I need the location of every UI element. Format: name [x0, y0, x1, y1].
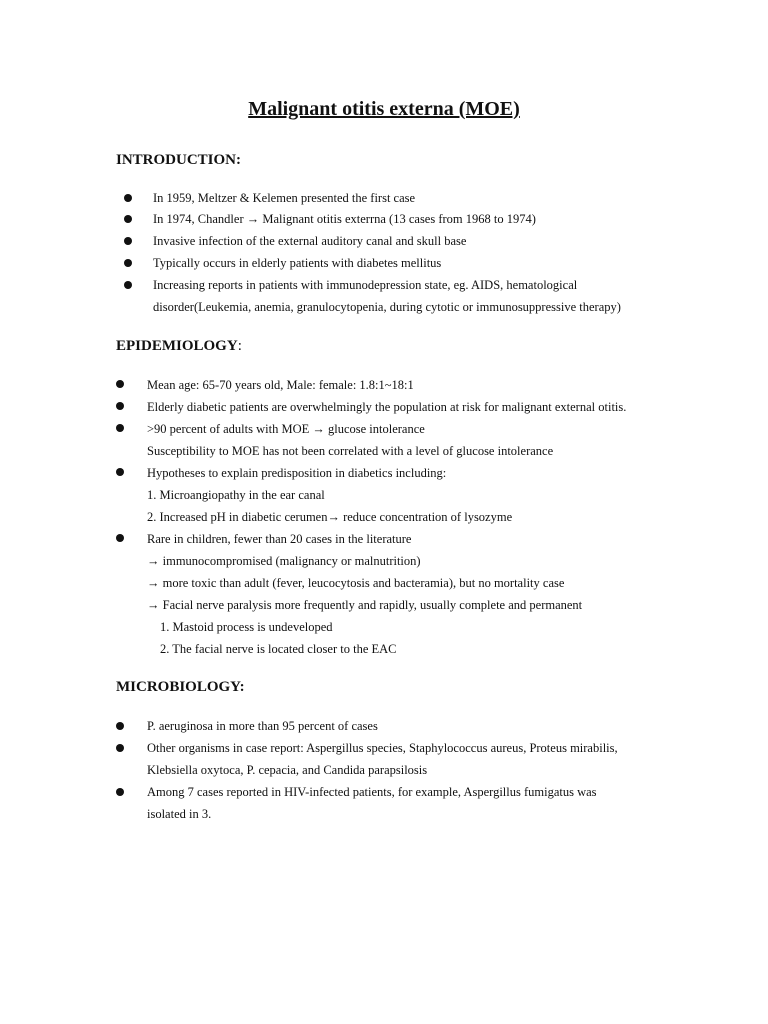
microbiology-item-continuation: Klebsiella oxytoca, P. cepacia, and Candida parapsilosis [147, 763, 428, 777]
epidemiology-heading [116, 338, 242, 355]
epidemiology-item: Mean age: 65-70 years old, Male: female: 1.8:1~18:1 [147, 378, 414, 392]
document-title: Malignant otitis externa (MOE) [248, 98, 520, 120]
introduction-item-continuation: disorder(Leukemia, anemia, granulocytopenia, during cytotic or immunosuppressive therapy) [153, 300, 621, 314]
epidemiology-item-continuation: 2. The facial nerve is located closer to the EAC [160, 642, 397, 656]
bullet [116, 424, 124, 432]
introduction-item: Increasing reports in patients with immunodepression state, eg. AIDS, hematological [153, 278, 578, 292]
epidemiology-item-continuation: Susceptibility to MOE has not been correlated with a level of glucose intolerance [147, 444, 554, 458]
bullet [116, 788, 124, 796]
bullet [124, 259, 132, 267]
bullet [124, 237, 132, 245]
epidemiology-item: >90 percent of adults with MOE → glucose intolerance [147, 422, 425, 436]
microbiology-item: Other organisms in case report: Aspergillus species, Staphylococcus aureus, Proteus mirabilis, [147, 741, 618, 755]
bullet [116, 744, 124, 752]
bullet [116, 534, 124, 542]
epidemiology-item-continuation: → immunocompromised (malignancy or malnutrition) [147, 554, 421, 568]
introduction-item: Typically occurs in elderly patients with diabetes mellitus [153, 256, 442, 270]
epidemiology-item-continuation: 1. Microangiopathy in the ear canal [147, 488, 325, 502]
epidemiology-item-continuation: → Facial nerve paralysis more frequently and rapidly, usually complete and permanent [147, 598, 583, 612]
bullet [116, 380, 124, 388]
microbiology-item: P. aeruginosa in more than 95 percent of cases [147, 719, 378, 733]
introduction-heading: INTRODUCTION: [116, 152, 242, 168]
bullet [116, 468, 124, 476]
bullet [116, 402, 124, 410]
bullet [124, 215, 132, 223]
epidemiology-item-continuation: 2. Increased pH in diabetic cerumen→ reduce concentration of lysozyme [147, 510, 513, 524]
microbiology-heading: MICROBIOLOGY: [116, 679, 245, 695]
bullet [124, 194, 132, 202]
bullet [116, 722, 124, 730]
bullet [124, 281, 132, 289]
introduction-item: Invasive infection of the external auditory canal and skull base [153, 234, 467, 248]
epidemiology-heading-colon: : [237, 338, 242, 354]
microbiology-item: Among 7 cases reported in HIV-infected patients, for example, Aspergillus fumigatus was [147, 785, 597, 799]
introduction-item: In 1974, Chandler → Malignant otitis exterrna (13 cases from 1968 to 1974) [153, 212, 536, 226]
epidemiology-item: Hypotheses to explain predisposition in diabetics including: [147, 466, 447, 480]
microbiology-item-continuation: isolated in 3. [147, 807, 212, 821]
epidemiology-heading-text: EPIDEMIOLOGY [116, 338, 238, 354]
epidemiology-item-continuation: 1. Mastoid process is undeveloped [160, 620, 333, 634]
epidemiology-item: Rare in children, fewer than 20 cases in the literature [147, 532, 412, 546]
introduction-item: In 1959, Meltzer & Kelemen presented the first case [153, 191, 416, 205]
epidemiology-item-continuation: → more toxic than adult (fever, leucocytosis and bacteramia), but no mortality case [147, 576, 565, 590]
epidemiology-item: Elderly diabetic patients are overwhelmingly the population at risk for malignant external otitis. [147, 400, 627, 414]
